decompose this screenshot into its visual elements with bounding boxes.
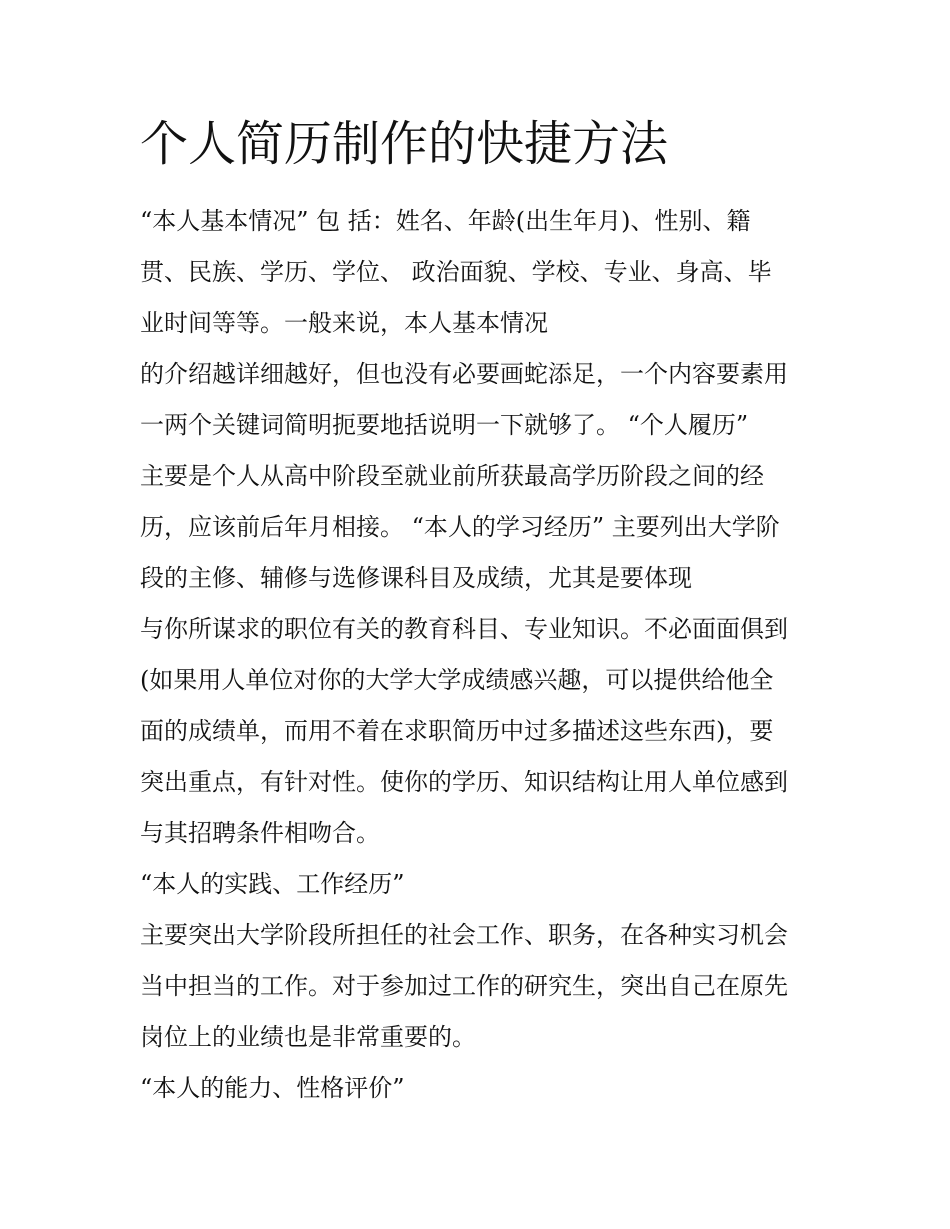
section-heading: “本人的实践、工作经历” bbox=[140, 870, 405, 898]
paragraph-line: 段的主修、辅修与选修课科目及成绩，尤其是要体现 bbox=[140, 564, 692, 592]
paragraph-line: 与你所谋求的职位有关的教育科目、专业知识。不必面面俱到 bbox=[140, 615, 788, 643]
paragraph-line: 的介绍越详细越好，但也没有必要画蛇添足，一个内容要素用 bbox=[140, 360, 788, 388]
document-title: 个人简历制作的快捷方法 bbox=[140, 116, 669, 172]
paragraph-line: 一两个关键词简明扼要地括说明一下就够了。 “个人履历” bbox=[140, 411, 749, 439]
paragraph-line: 当中担当的工作。对于参加过工作的研究生，突出自己在原先 bbox=[140, 972, 788, 1000]
paragraph-line: 历，应该前后年月相接。 “本人的学习经历” 主要列出大学阶 bbox=[140, 513, 780, 541]
paragraph-line: (如果用人单位对你的大学大学成绩感兴趣，可以提供给他全 bbox=[140, 666, 774, 694]
paragraph-line: “本人基本情况” 包 括：姓名、年龄(出生年月)、性别、籍 bbox=[140, 207, 751, 235]
paragraph-line: 主要突出大学阶段所担任的社会工作、职务，在各种实习机会 bbox=[140, 921, 788, 949]
paragraph-line: 主要是个人从高中阶段至就业前所获最高学历阶段之间的经 bbox=[140, 462, 764, 490]
document-body bbox=[140, 196, 830, 1114]
paragraph-line: 贯、民族、学历、学位、 政治面貌、学校、专业、身高、毕 bbox=[140, 258, 772, 286]
section-heading: “本人的能力、性格评价” bbox=[140, 1074, 405, 1102]
paragraph-line: 业时间等等。一般来说，本人基本情况 bbox=[140, 309, 548, 337]
paragraph-line: 突出重点，有针对性。使你的学历、知识结构让用人单位感到 bbox=[140, 768, 788, 796]
paragraph-line: 岗位上的业绩也是非常重要的。 bbox=[140, 1023, 476, 1051]
paragraph-line: 面的成绩单，而用不着在求职简历中过多描述这些东西)，要 bbox=[140, 717, 774, 745]
paragraph-line: 与其招聘条件相吻合。 bbox=[140, 819, 380, 847]
